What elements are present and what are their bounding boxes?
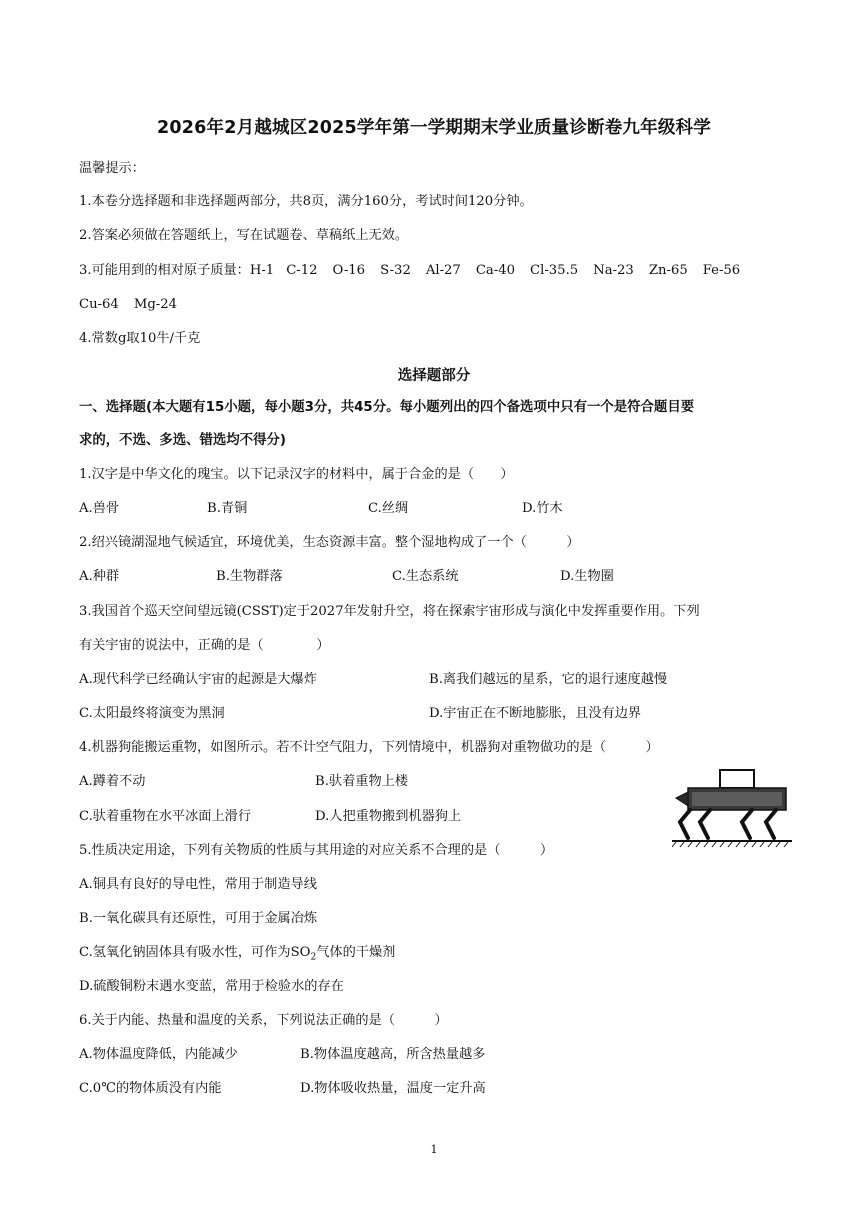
atomic-mass: Fe-56	[702, 263, 741, 278]
atomic-mass: C-12	[286, 263, 318, 278]
robot-dog-figure	[672, 768, 792, 848]
question-6-option-a: A.物体温度降低，内能减少	[79, 1047, 238, 1062]
question-5-option-c-text: C.氢氧化钠固体具有吸水性，可作为SO	[79, 945, 311, 960]
notice-heading: 温馨提示：	[79, 161, 145, 176]
notice-item-1: 1.本卷分选择题和非选择题两部分，共8页，满分160分，考试时间120分钟。	[79, 194, 533, 209]
question-2-option-c: C.生态系统	[392, 569, 459, 584]
question-5-option-c-text-end: 气体的干燥剂	[316, 945, 396, 960]
atomic-mass: Na-23	[593, 263, 634, 278]
atomic-mass: Al-27	[425, 263, 461, 278]
question-1-option-d: D.竹木	[522, 501, 563, 516]
question-3-stem-line-1: 3.我国首个巡天空间望远镜(CSST)定于2027年发射升空，将在探索宇宙形成与演化中发挥重要作用。下列	[79, 604, 700, 619]
question-6-option-c: C.0℃的物体质没有内能	[79, 1081, 222, 1096]
question-6-option-d: D.物体吸收热量，温度一定升高	[300, 1081, 486, 1096]
question-5-option-d: D.硫酸铜粉末遇水变蓝，常用于检验水的存在	[79, 979, 344, 994]
atomic-mass: H-1	[249, 263, 275, 278]
notice-item-3-continued	[79, 296, 192, 314]
notice-item-2: 2.答案必须做在答题纸上，写在试题卷、草稿纸上无效。	[79, 228, 409, 243]
question-5-stem: 5.性质决定用途，下列有关物质的性质与其用途的对应关系不合理的是（ ）	[79, 843, 554, 858]
question-1-option-a: A.兽骨	[79, 501, 120, 516]
question-3-option-c: C.太阳最终将演变为黑洞	[79, 706, 225, 721]
notice-item-4: 4.常数g取10牛/千克	[79, 331, 201, 346]
question-3-stem-line-2: 有关宇宙的说法中，正确的是（ ）	[79, 638, 330, 653]
question-6-stem: 6.关于内能、热量和温度的关系，下列说法正确的是（ ）	[79, 1013, 448, 1028]
atomic-mass: Zn-65	[648, 263, 688, 278]
question-4-stem: 4.机器狗能搬运重物，如图所示。若不计空气阻力，下列情境中，机器狗对重物做功的是（ ）	[79, 740, 659, 755]
atomic-mass: O-16	[332, 263, 366, 278]
question-2-option-b: B.生物群落	[216, 569, 283, 584]
question-4-option-b: B.驮着重物上楼	[315, 774, 409, 789]
question-6-option-b: B.物体温度越高，所含热量越多	[300, 1047, 486, 1062]
question-4-option-d: D.人把重物搬到机器狗上	[315, 809, 462, 824]
question-4-option-a: A.蹲着不动	[79, 774, 146, 789]
question-3-option-b: B.离我们越远的星系，它的退行速度越慢	[429, 672, 668, 687]
question-2-stem: 2.绍兴镜湖湿地气候适宜，环境优美，生态资源丰富。整个湿地构成了一个（ ）	[79, 535, 580, 550]
atomic-mass: Cl-35.5	[530, 263, 579, 278]
question-5-option-b: B.一氧化碳具有还原性，可用于金属冶炼	[79, 911, 318, 926]
page-title: 2026年2月越城区2025学年第一学期期末学业质量诊断卷九年级科学	[157, 118, 711, 138]
section-title: 选择题部分	[397, 368, 471, 384]
question-3-option-a: A.现代科学已经确认宇宙的起源是大爆炸	[79, 672, 317, 687]
question-3-option-d: D.宇宙正在不断地膨胀，且没有边界	[429, 706, 642, 721]
question-2-option-d: D.生物圈	[560, 569, 614, 584]
subscript-2: 2	[310, 952, 317, 963]
question-4-option-c: C.驮着重物在水平冰面上滑行	[79, 809, 252, 824]
question-1-stem: 1.汉字是中华文化的瑰宝。以下记录汉字的材料中，属于合金的是（ ）	[79, 467, 514, 482]
notice-item-3	[79, 262, 740, 280]
atomic-mass: Cu-64	[79, 297, 119, 312]
section-intro-line-1: 一、选择题(本大题有15小题，每小题3分，共45分。每小题列出的四个备选项中只有一个是符合题目要	[79, 400, 695, 415]
atomic-mass: Mg-24	[133, 297, 178, 312]
question-5-option-a: A.铜具有良好的导电性，常用于制造导线	[79, 877, 317, 892]
section-intro-line-2: 求的，不选、多选、错选均不得分)	[79, 433, 286, 448]
question-1-option-c: C.丝绸	[368, 501, 409, 516]
question-1-option-b: B.青铜	[207, 501, 248, 516]
atomic-mass: S-32	[380, 263, 411, 278]
notice-item-3-prefix: 3.可能用到的相对原子质量：	[79, 263, 250, 278]
atomic-mass: Ca-40	[475, 263, 516, 278]
page-number: 1	[430, 1143, 438, 1156]
question-2-option-a: A.种群	[79, 569, 120, 584]
question-5-option-c	[79, 944, 395, 967]
